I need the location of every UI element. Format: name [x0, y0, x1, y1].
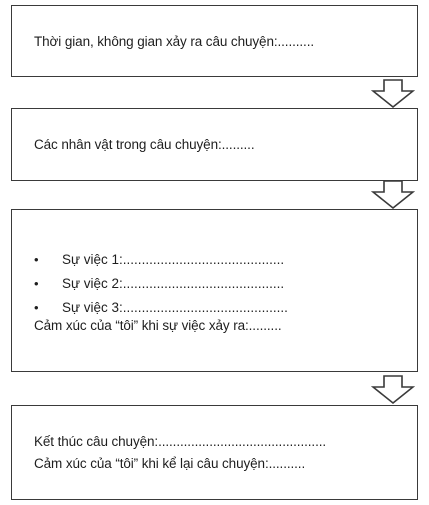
feeling-retell-prompt: Cảm xúc của “tôi” khi kể lại câu chuyện:..........	[34, 456, 306, 471]
down-arrow-icon	[371, 180, 415, 210]
characters-prompt: Các nhân vật trong câu chuyện:.........	[34, 137, 255, 152]
bullet-icon: •	[34, 252, 39, 267]
events-list	[32, 248, 288, 320]
setting-prompt: Thời gian, không gian xảy ra câu chuyện:..........	[34, 34, 315, 49]
list-item	[32, 296, 288, 320]
event-1-prompt: Sự việc 1:...........................................	[62, 252, 285, 267]
characters-box	[11, 108, 418, 181]
event-2-prompt: Sự việc 2:...........................................	[62, 276, 285, 291]
down-arrow-icon	[371, 79, 415, 109]
setting-box	[11, 5, 418, 77]
list-item	[32, 248, 288, 272]
list-item	[32, 272, 288, 296]
ending-box	[11, 405, 418, 500]
event-3-prompt: Sự việc 3:............................................	[62, 300, 288, 315]
bullet-icon: •	[34, 276, 39, 291]
down-arrow-icon	[371, 375, 415, 405]
feeling-during-prompt: Cảm xúc của “tôi” khi sự việc xảy ra:.........	[34, 318, 282, 333]
ending-prompt: Kết thúc câu chuyện:..............................................	[34, 434, 327, 449]
events-box	[11, 209, 418, 372]
bullet-icon: •	[34, 300, 39, 315]
